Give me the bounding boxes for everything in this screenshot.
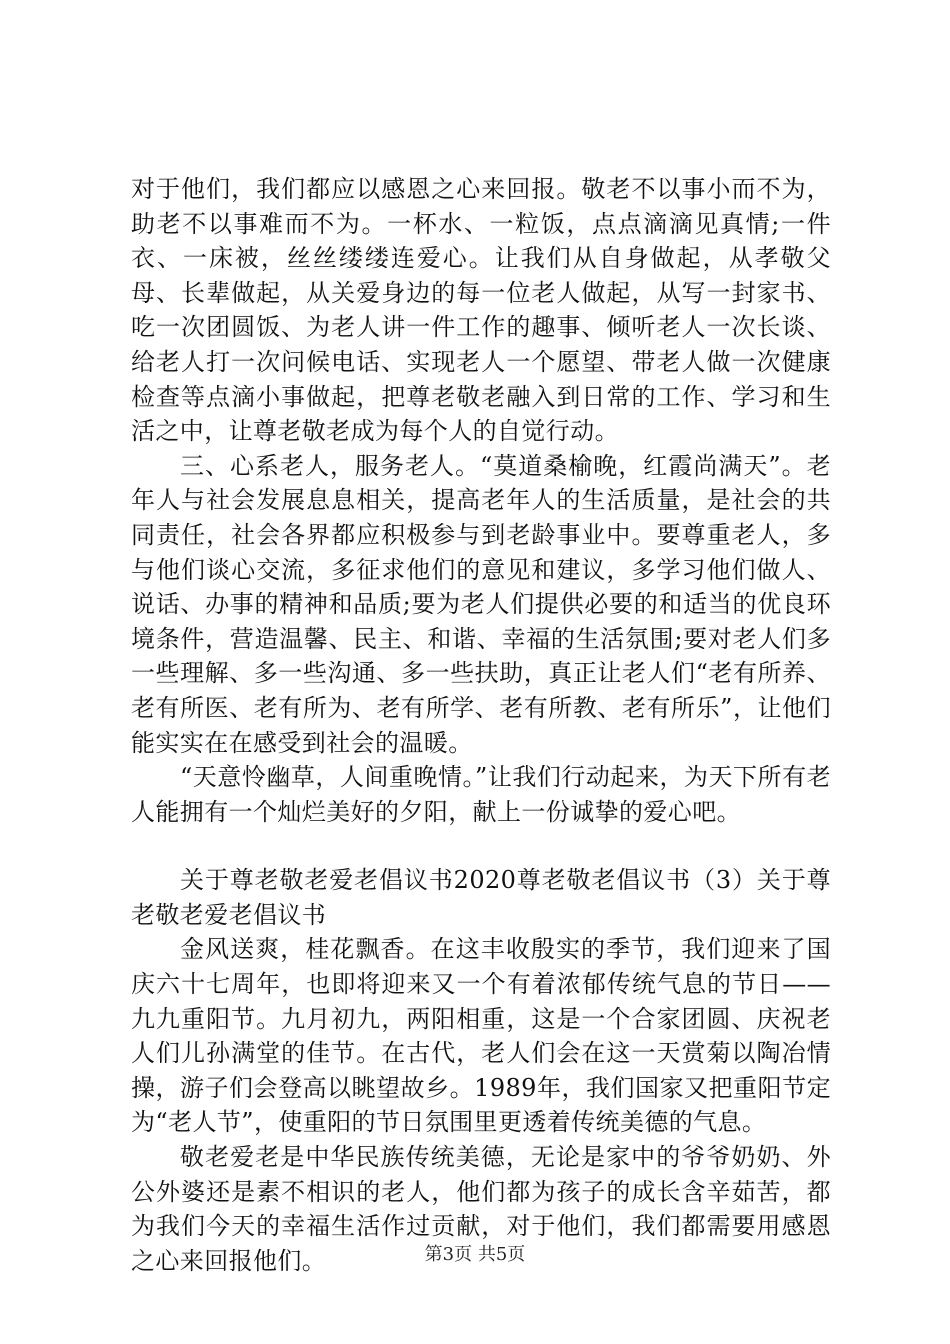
document-body — [131, 172, 831, 1278]
paragraph-closing-call: “天意怜幽草，人间重晚情。”让我们行动起来，为天下所有老人能拥有一个灿烂美好的夕阳，献上一份诚挚的爱心吧。 — [131, 763, 831, 826]
section-heading: 关于尊老敬老爱老倡议书2020尊老敬老倡议书（3）关于尊老敬老爱老倡议书 — [131, 866, 831, 929]
paragraph-double-ninth: 金风送爽，桂花飘香。在这丰收殷实的季节，我们迎来了国庆六十七周年，也即将迎来又一个有着浓郁传统气息的节日——九九重阳节。九月初九，两阳相重，这是一个合家团圆、庆祝老人们儿孙满堂的佳节。在古代，老人们会在这一天赏菊以陶冶情操，游子们会登高以眺望故乡。1989年，我们国家又把重阳节定为“老人节”，使重阳的节日氛围里更透着传统美德的气息。 — [131, 935, 831, 1137]
paragraph-serve-elderly: 三、心系老人，服务老人。“莫道桑榆晚，红霞尚满天”。老年人与社会发展息息相关，提高老年人的生活质量，是社会的共同责任，社会各界都应积极参与到老龄事业中。要尊重老人，多与他们谈心交流，多征求他们的意见和建议，多学习他们做人、说话、办事的精神和品质;要为老人们提供必要的和适当的优良环境条件，营造温馨、民主、和谐、幸福的生活氛围;要对老人们多一些理解、多一些沟通、多一些扶助，真正让老人们“老有所养、老有所医、老有所为、老有所学、老有所教、老有所乐”，让他们能实实在在感受到社会的温暖。 — [131, 451, 831, 757]
paragraph-tradition: 敬老爱老是中华民族传统美德，无论是家中的爷爷奶奶、外公外婆还是素不相识的老人，他们都为孩子的成长含辛茹苦，都为我们今天的幸福生活作过贡献，对于他们，我们都需要用感恩之心来回报他们。 — [131, 1143, 831, 1275]
page-number-footer: 第3页 共5页 — [424, 1244, 526, 1265]
paragraph-gratitude: 对于他们，我们都应以感恩之心来回报。敬老不以事小而不为，助老不以事难而不为。一杯水、一粒饭，点点滴滴见真情;一件衣、一床被，丝丝缕缕连爱心。让我们从自身做起，从孝敬父母、长辈做起，从关爱身边的每一位老人做起，从写一封家书、吃一次团圆饭、为老人讲一件工作的趣事、倾听老人一次长谈、给老人打一次问候电话、实现老人一个愿望、带老人做一次健康检查等点滴小事做起，把尊老敬老融入到日常的工作、学习和生活之中，让尊老敬老成为每个人的自觉行动。 — [131, 175, 831, 446]
